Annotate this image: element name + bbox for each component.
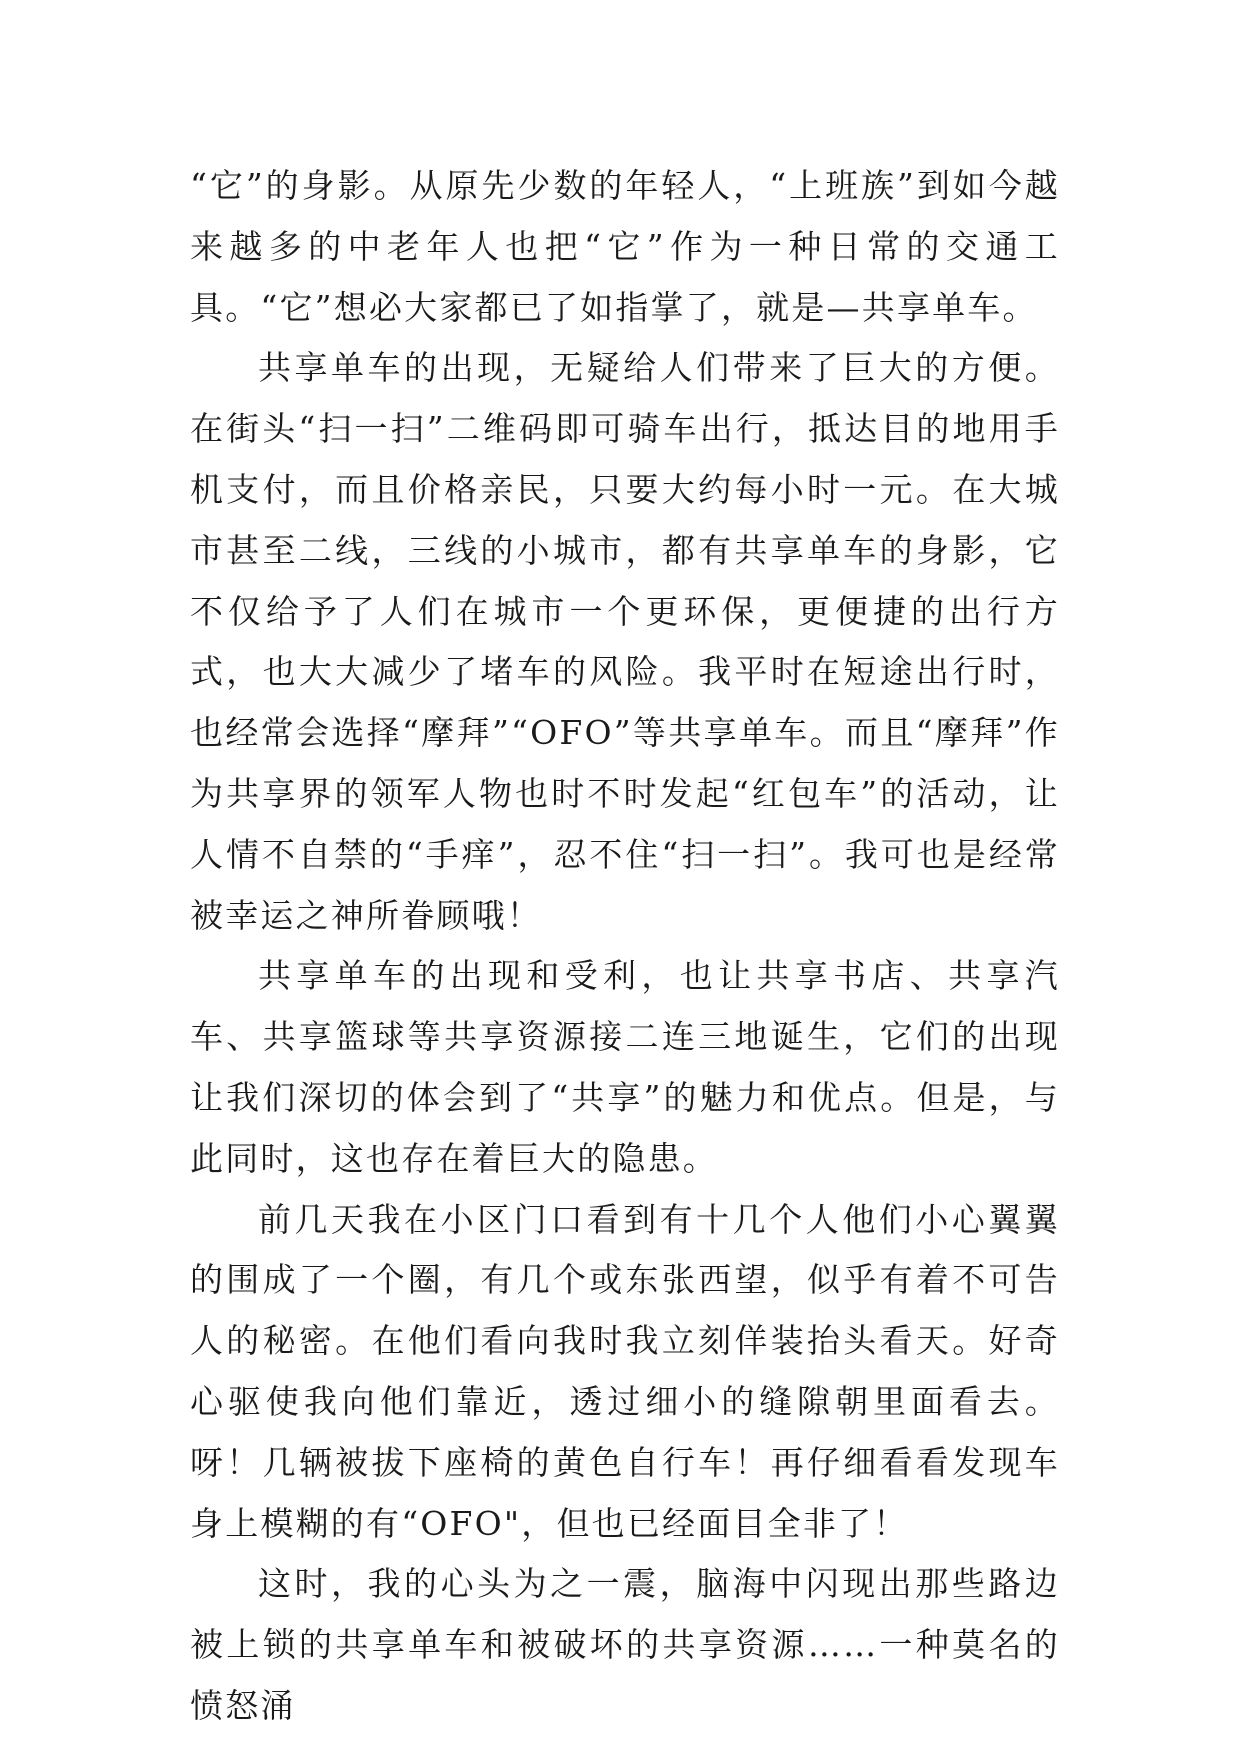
- paragraph-2: 共享单车的出现，无疑给人们带来了巨大的方便。在街头“扫一扫”二维码即可骑车出行，抵达目的地用手机支付，而且价格亲民，只要大约每小时一元。在大城市甚至二线，三线的小城市，都有共享单车的身影，它不仅给予了人们在城市一个更环保，更便捷的出行方式，也大大减少了堵车的风险。我平时在短途出行时，也经常会选择“摩拜”“OFO”等共享单车。而且“摩拜”作为共享界的领军人物也时不时发起“红包车”的活动，让人情不自禁的“手痒”，忍不住“扫一扫”。我可也是经常被幸运之神所眷顾哦！: [190, 348, 1060, 935]
- paragraph-3: 共享单车的出现和受利，也让共享书店、共享汽车、共享篮球等共享资源接二连三地诞生，它们的出现让我们深切的体会到了“共享”的魅力和优点。但是，与此同时，这也存在着巨大的隐患。: [190, 956, 1060, 1178]
- article-body: [190, 156, 1060, 1737]
- paragraph-4: 前几天我在小区门口看到有十几个人他们小心翼翼的围成了一个圈，有几个或东张西望，似乎有着不可告人的秘密。在他们看向我时我立刻佯装抬头看天。好奇心驱使我向他们靠近，透过细小的缝隙朝里面看去。呀！几辆被拔下座椅的黄色自行车！再仔细看看发现车身上模糊的有“OFO"，但也已经面目全非了！: [190, 1199, 1060, 1543]
- paragraph-1: “它”的身影。从原先少数的年轻人，“上班族”到如今越来越多的中老年人也把“它”作为一种日常的交通工具。“它”想必大家都已了如指掌了，就是—共享单车。: [190, 166, 1060, 327]
- paragraph-5: 这时，我的心头为之一震，脑海中闪现出那些路边被上锁的共享单车和被破坏的共享资源……一种莫名的愤怒涌: [190, 1564, 1060, 1725]
